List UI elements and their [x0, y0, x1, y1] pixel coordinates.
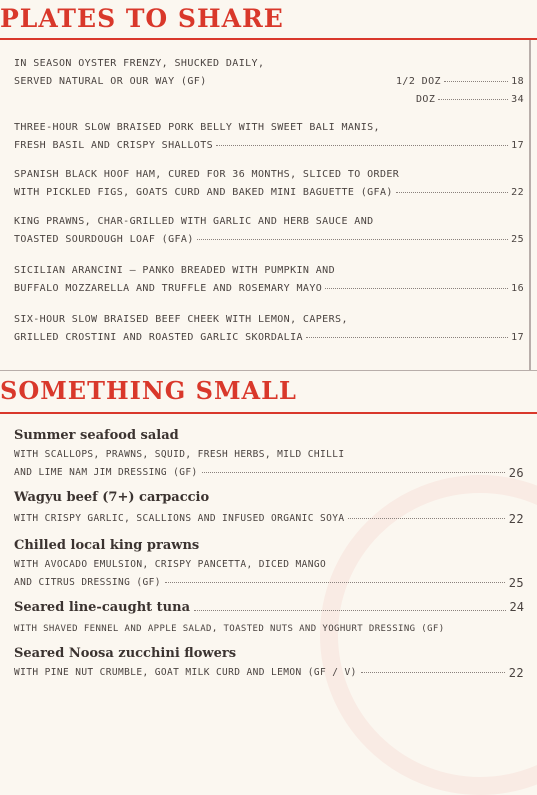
- dish-desc-line: AND LIME NAM JIM DRESSING (GF): [14, 467, 198, 478]
- item-desc-line: SICILIAN ARANCINI – PANKO BREADED WITH PUMPKIN AND: [14, 265, 336, 276]
- price-leader: [197, 231, 508, 240]
- menu-item-ham: [14, 166, 524, 202]
- section-title-plates-to-share: PLATES TO SHARE: [0, 4, 284, 33]
- dish-price: 22: [508, 512, 524, 526]
- item-price: 17: [511, 332, 524, 343]
- price-leader: [306, 329, 508, 338]
- price-leader: [396, 184, 508, 193]
- dish-price: 24: [509, 600, 524, 614]
- dish-price: 26: [508, 466, 524, 480]
- dish-desc-line: AND CITRUS DRESSING (GF): [14, 577, 161, 588]
- price-leader: [444, 73, 508, 82]
- oyster-option-dozen: [396, 91, 524, 109]
- item-desc-line: SERVED NATURAL OR OUR WAY (GF): [14, 76, 207, 87]
- price-leader: [361, 664, 505, 673]
- price-leader: [216, 137, 508, 146]
- option-price: 18: [511, 76, 524, 87]
- price-leader: [194, 602, 506, 611]
- oyster-options: [396, 73, 524, 109]
- item-desc-line: SPANISH BLACK HOOF HAM, CURED FOR 36 MONTHS, SLICED TO ORDER: [14, 169, 400, 180]
- price-leader: [325, 280, 508, 289]
- item-desc-line: TOASTED SOURDOUGH LOAF (GFA): [14, 234, 194, 245]
- dish-desc-line: WITH CRISPY GARLIC, SCALLIONS AND INFUSED ORGANIC SOYA: [14, 513, 345, 524]
- option-price: 34: [511, 94, 524, 105]
- dish-desc-line: WITH PINE NUT CRUMBLE, GOAT MILK CURD AND LEMON (GF / V): [14, 667, 357, 678]
- dish-price: 25: [508, 576, 524, 590]
- price-leader: [348, 510, 504, 519]
- item-desc-line: WITH PICKLED FIGS, GOATS CURD AND BAKED MINI BAGUETTE (GFA): [14, 187, 393, 198]
- dish-desc-row: [14, 464, 524, 482]
- item-desc-line: KING PRAWNS, CHAR-GRILLED WITH GARLIC AND HERB SAUCE AND: [14, 216, 374, 227]
- oyster-option-half: [396, 73, 524, 91]
- option-label: DOZ: [416, 94, 436, 105]
- item-desc-line: BUFFALO MOZZARELLA AND TRUFFLE AND ROSEMARY MAYO: [14, 283, 323, 294]
- item-desc-line: FRESH BASIL AND CRISPY SHALLOTS: [14, 140, 214, 151]
- item-desc-line: SIX-HOUR SLOW BRAISED BEEF CHEEK WITH LEMON, CAPERS,: [14, 314, 348, 325]
- item-desc-line: IN SEASON OYSTER FRENZY, SHUCKED DAILY,: [14, 58, 265, 69]
- dish-name-seafood-salad: Summer seafood salad: [14, 428, 179, 443]
- item-price: 25: [511, 234, 524, 245]
- price-leader: [165, 574, 505, 583]
- dish-name-wagyu-carpaccio: Wagyu beef (7+) carpaccio: [14, 490, 210, 505]
- dish-name-seared-tuna: Seared line-caught tuna: [14, 600, 191, 615]
- section-rule: [0, 412, 537, 414]
- menu-item-king-prawns: [14, 213, 524, 249]
- item-price: 17: [511, 140, 524, 151]
- dish-tuna-header: [14, 600, 524, 615]
- dish-name-chilled-prawns: Chilled local king prawns: [14, 538, 200, 553]
- item-desc-line: GRILLED CROSTINI AND ROASTED GARLIC SKORDALIA: [14, 332, 303, 343]
- menu-item-pork-belly: [14, 119, 524, 155]
- dish-desc-row: [14, 664, 524, 682]
- item-desc-line: THREE-HOUR SLOW BRAISED PORK BELLY WITH SWEET BALI MANIS,: [14, 122, 380, 133]
- item-price: 22: [511, 187, 524, 198]
- dish-desc-line: WITH SCALLOPS, PRAWNS, SQUID, FRESH HERBS, MILD CHILLI: [14, 449, 345, 460]
- menu-item-oysters: [14, 55, 264, 91]
- panel-bottom-rule: [0, 370, 537, 371]
- price-leader: [202, 464, 505, 473]
- dish-name-zucchini-flowers: Seared Noosa zucchini flowers: [14, 646, 237, 661]
- menu-item-arancini: [14, 262, 524, 298]
- menu-item-beef-cheek: [14, 311, 524, 347]
- section-title-something-small: SOMETHING SMALL: [0, 376, 297, 405]
- dish-price: 22: [508, 666, 524, 680]
- dish-desc-line: WITH SHAVED FENNEL AND APPLE SALAD, TOASTED NUTS AND YOGHURT DRESSING (GF): [14, 624, 445, 634]
- dish-desc-row: [14, 510, 524, 528]
- price-leader: [438, 91, 508, 100]
- item-price: 16: [511, 283, 524, 294]
- dish-desc-line: WITH AVOCADO EMULSION, CRISPY PANCETTA, DICED MANGO: [14, 559, 327, 570]
- dish-desc-row: [14, 574, 524, 592]
- option-label: 1/2 DOZ: [396, 76, 441, 87]
